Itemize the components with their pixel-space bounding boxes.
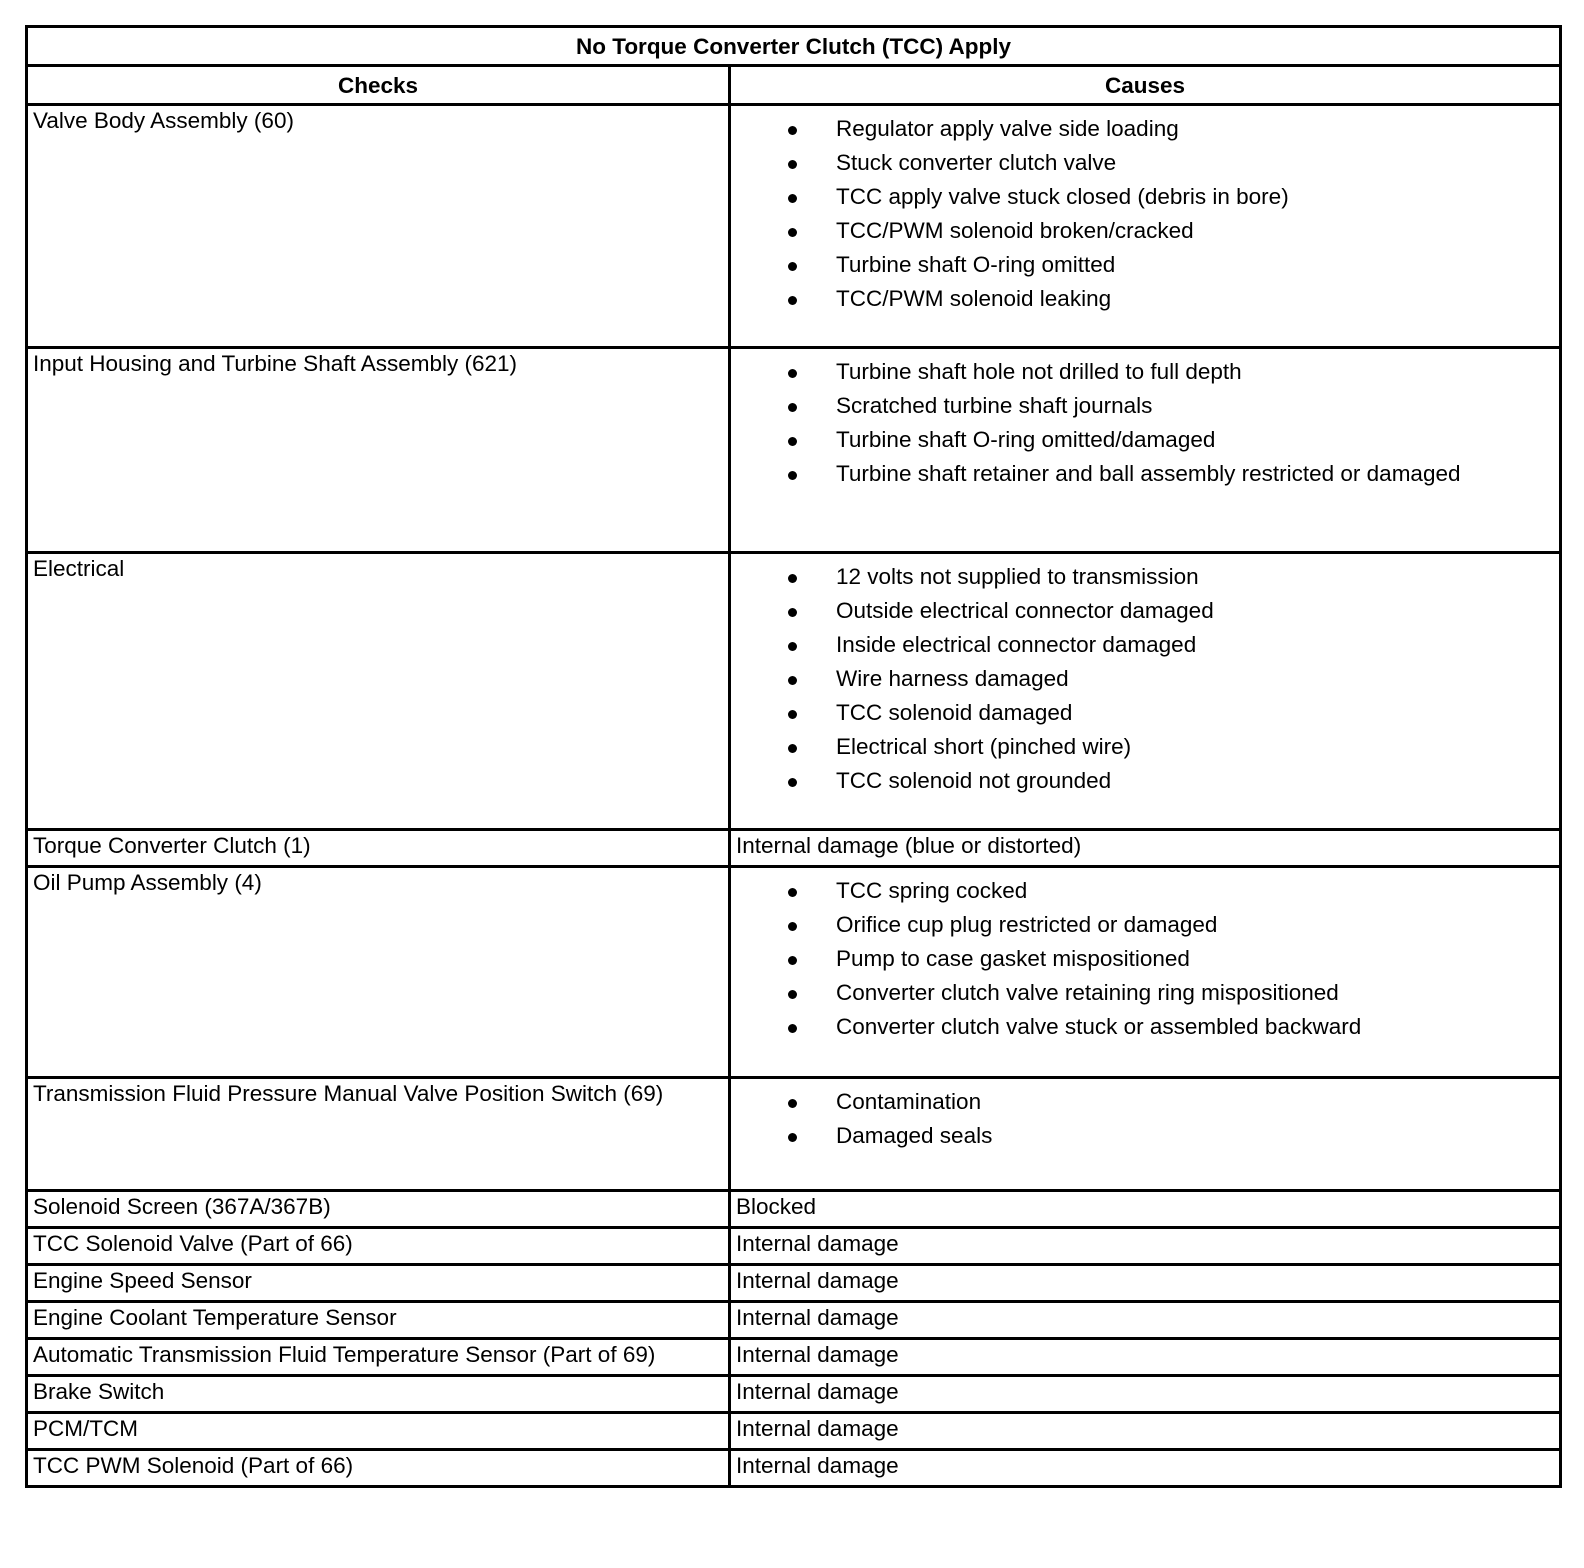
bullet-icon (788, 471, 797, 480)
bullet-icon (788, 990, 797, 999)
bullet-icon (788, 744, 797, 753)
check-cell: Transmission Fluid Pressure Manual Valve Position Switch (69) (27, 1078, 730, 1191)
table-row (27, 105, 1561, 348)
table-row (27, 1191, 1561, 1228)
bullet-icon (788, 437, 797, 446)
cause-item: Damaged seals (736, 1121, 1554, 1151)
cause-item: Stuck converter clutch valve (736, 148, 1554, 178)
bullet-icon (788, 369, 797, 378)
bullet-icon (788, 403, 797, 412)
table-row (27, 1078, 1561, 1191)
table-row (27, 348, 1561, 553)
cause-cell: Blocked (730, 1191, 1561, 1228)
cause-item: 12 volts not supplied to transmission (736, 562, 1554, 592)
diagnosis-table (25, 25, 1562, 1488)
bullet-icon (788, 1024, 797, 1033)
cause-item: TCC solenoid damaged (736, 698, 1554, 728)
causes-cell (730, 1078, 1561, 1191)
table-row (27, 830, 1561, 867)
check-cell: Torque Converter Clutch (1) (27, 830, 730, 867)
bullet-icon (788, 1133, 797, 1142)
checks-header: Checks (27, 66, 730, 105)
check-cell: Valve Body Assembly (60) (27, 105, 730, 348)
table-row (27, 1228, 1561, 1265)
causes-list (736, 868, 1554, 1042)
cause-cell: Internal damage (730, 1228, 1561, 1265)
table-row (27, 1376, 1561, 1413)
bullet-icon (788, 574, 797, 583)
cause-cell: Internal damage (730, 1413, 1561, 1450)
cause-item: Inside electrical connector damaged (736, 630, 1554, 660)
causes-cell (730, 553, 1561, 830)
bullet-icon (788, 888, 797, 897)
check-cell: Input Housing and Turbine Shaft Assembly (621) (27, 348, 730, 553)
cause-item: Electrical short (pinched wire) (736, 732, 1554, 762)
bullet-icon (788, 608, 797, 617)
cause-cell: Internal damage (730, 1376, 1561, 1413)
bullet-icon (788, 194, 797, 203)
bullet-icon (788, 262, 797, 271)
causes-list (736, 349, 1554, 489)
header-row (27, 66, 1561, 105)
title-row (27, 27, 1561, 66)
check-cell: TCC PWM Solenoid (Part of 66) (27, 1450, 730, 1487)
check-cell: Engine Coolant Temperature Sensor (27, 1302, 730, 1339)
table-row (27, 867, 1561, 1078)
causes-list (736, 106, 1554, 314)
bullet-icon (788, 778, 797, 787)
bullet-icon (788, 710, 797, 719)
check-cell: Engine Speed Sensor (27, 1265, 730, 1302)
bullet-icon (788, 956, 797, 965)
table-row (27, 553, 1561, 830)
cause-item: Turbine shaft O-ring omitted (736, 250, 1554, 280)
check-cell: PCM/TCM (27, 1413, 730, 1450)
bullet-icon (788, 228, 797, 237)
table-row (27, 1265, 1561, 1302)
causes-cell (730, 105, 1561, 348)
table-row (27, 1450, 1561, 1487)
causes-cell (730, 348, 1561, 553)
cause-cell: Internal damage (730, 1339, 1561, 1376)
cause-item: Converter clutch valve retaining ring mispositioned (736, 978, 1554, 1008)
bullet-icon (788, 642, 797, 651)
check-cell: Automatic Transmission Fluid Temperature Sensor (Part of 69) (27, 1339, 730, 1376)
bullet-icon (788, 126, 797, 135)
check-cell: TCC Solenoid Valve (Part of 66) (27, 1228, 730, 1265)
table-row (27, 1339, 1561, 1376)
cause-item: Turbine shaft O-ring omitted/damaged (736, 425, 1554, 455)
cause-cell: Internal damage (730, 1302, 1561, 1339)
cause-cell: Internal damage (730, 1450, 1561, 1487)
table-row (27, 1413, 1561, 1450)
cause-cell: Internal damage (blue or distorted) (730, 830, 1561, 867)
cause-item: Turbine shaft retainer and ball assembly restricted or damaged (736, 459, 1554, 489)
table-row (27, 1302, 1561, 1339)
cause-item: TCC/PWM solenoid broken/cracked (736, 216, 1554, 246)
cause-item: Turbine shaft hole not drilled to full depth (736, 357, 1554, 387)
cause-item: Wire harness damaged (736, 664, 1554, 694)
cause-item: TCC spring cocked (736, 876, 1554, 906)
cause-item: Contamination (736, 1087, 1554, 1117)
causes-list (736, 1079, 1554, 1151)
bullet-icon (788, 160, 797, 169)
check-cell: Electrical (27, 553, 730, 830)
cause-item: Orifice cup plug restricted or damaged (736, 910, 1554, 940)
cause-item: Pump to case gasket mispositioned (736, 944, 1554, 974)
bullet-icon (788, 922, 797, 931)
bullet-icon (788, 296, 797, 305)
causes-header: Causes (730, 66, 1561, 105)
cause-item: TCC/PWM solenoid leaking (736, 284, 1554, 314)
check-cell: Brake Switch (27, 1376, 730, 1413)
cause-item: Outside electrical connector damaged (736, 596, 1554, 626)
cause-item: Converter clutch valve stuck or assembled backward (736, 1012, 1554, 1042)
causes-list (736, 554, 1554, 796)
check-cell: Oil Pump Assembly (4) (27, 867, 730, 1078)
cause-item: TCC solenoid not grounded (736, 766, 1554, 796)
bullet-icon (788, 1099, 797, 1108)
table-title: No Torque Converter Clutch (TCC) Apply (27, 27, 1561, 66)
causes-cell (730, 867, 1561, 1078)
bullet-icon (788, 676, 797, 685)
cause-item: Scratched turbine shaft journals (736, 391, 1554, 421)
document-sheet (25, 25, 1562, 1488)
check-cell: Solenoid Screen (367A/367B) (27, 1191, 730, 1228)
cause-cell: Internal damage (730, 1265, 1561, 1302)
cause-item: Regulator apply valve side loading (736, 114, 1554, 144)
cause-item: TCC apply valve stuck closed (debris in bore) (736, 182, 1554, 212)
